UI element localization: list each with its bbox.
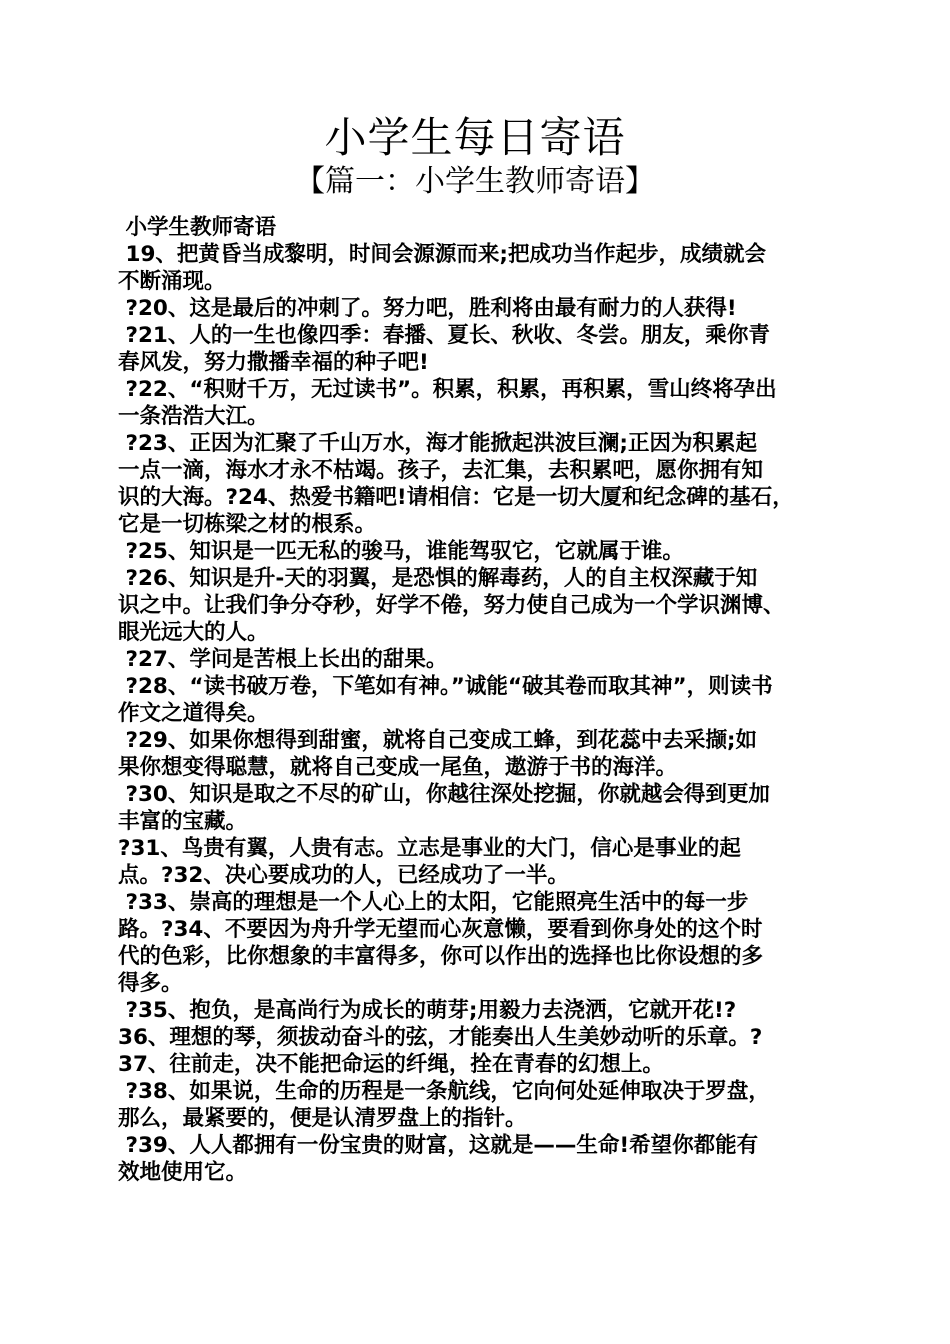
text-line: 19、把黄昏当成黎明，时间会源源而来;把成功当作起步，成绩就会 xyxy=(118,242,767,267)
text-line: 春风发，努力撒播幸福的种子吧! xyxy=(118,350,429,375)
text-line: ?25、知识是一匹无私的骏马，谁能驾驭它，它就属于谁。 xyxy=(118,539,684,564)
text-line: ?31、鸟贵有翼，人贵有志。立志是事业的大门，信心是事业的起 xyxy=(118,836,741,861)
text-line: 路。?34、不要因为舟升学无望而心灰意懒，要看到你身处的这个时 xyxy=(118,917,763,942)
text-line: 一点一滴，海水才永不枯竭。孩子，去汇集，去积累吧，愿你拥有知 xyxy=(118,458,764,483)
text-line: 丰富的宝藏。 xyxy=(118,809,248,834)
text-line: 果你想变得聪慧，就将自己变成一尾鱼，遨游于书的海洋。 xyxy=(118,755,678,780)
text-line: ?28、“读书破万卷，下笔如有神。”诚能“破其卷而取其神”，则读书 xyxy=(118,674,773,699)
text-line: 眼光远大的人。 xyxy=(118,620,269,645)
document-body xyxy=(118,214,850,1186)
text-line: ?27、学问是苦根上长出的甜果。 xyxy=(118,647,448,672)
text-line: 得多。 xyxy=(118,971,183,996)
text-line: ?33、崇高的理想是一个人心上的太阳，它能照亮生活中的每一步 xyxy=(118,890,749,915)
text-line: ?35、抱负，是高尚行为成长的萌芽;用毅力去浇洒，它就开花!? xyxy=(118,998,737,1023)
text-line: 它是一切栋梁之材的根系。 xyxy=(118,512,377,537)
text-line: ?23、正因为汇聚了千山万水，海才能掀起洪波巨澜;正因为积累起 xyxy=(118,431,757,456)
text-line: ?38、如果说，生命的历程是一条航线，它向何处延伸取决于罗盘， xyxy=(118,1079,770,1104)
text-line: ?39、人人都拥有一份宝贵的财富，这就是——生命!希望你都能有 xyxy=(118,1133,759,1158)
text-line: 一条浩浩大江。 xyxy=(118,404,269,429)
text-line: 那么，最紧要的，便是认清罗盘上的指针。 xyxy=(118,1106,527,1131)
text-line: 点。?32、决心要成功的人，已经成功了一半。 xyxy=(118,863,569,888)
text-line: 识之中。让我们争分夺秒，好学不倦，努力使自己成为一个学识渊博、 xyxy=(118,593,785,618)
text-line: 效地使用它。 xyxy=(118,1160,248,1185)
text-line: 作文之道得矣。 xyxy=(118,701,269,726)
document-subtitle: 【篇一：小学生教师寄语】 xyxy=(295,164,655,199)
text-line: ?26、知识是升-天的羽翼，是恐惧的解毒药，人的自主权深藏于知 xyxy=(118,566,758,591)
section-heading: 小学生教师寄语 xyxy=(118,215,276,240)
text-line: 36、理想的琴，须拔动奋斗的弦，才能奏出人生美妙动听的乐章。? xyxy=(118,1025,763,1050)
text-line: 代的色彩，比你想象的丰富得多，你可以作出的选择也比你设想的多 xyxy=(118,944,764,969)
text-line: 识的大海。?24、热爱书籍吧!请相信：它是一切大厦和纪念碑的基石， xyxy=(118,485,794,510)
text-line: ?20、这是最后的冲刺了。努力吧，胜利将由最有耐力的人获得! xyxy=(118,296,737,321)
document-title: 小学生每日寄语 xyxy=(324,113,626,162)
text-line: ?29、如果你想得到甜蜜，就将自己变成工蜂，到花蕊中去采撷;如 xyxy=(118,728,757,753)
text-line: 不断涌现。 xyxy=(118,269,226,294)
text-line: ?22、“积财千万，无过读书”。积累，积累，再积累，雪山终将孕出 xyxy=(118,377,777,402)
text-line: 37、往前走，决不能把命运的纤绳，拴在青春的幻想上。 xyxy=(118,1052,664,1077)
text-line: ?21、人的一生也像四季：春播、夏长、秋收、冬尝。朋友，乘你青 xyxy=(118,323,770,348)
text-line: ?30、知识是取之不尽的矿山，你越往深处挖掘，你就越会得到更加 xyxy=(118,782,770,807)
